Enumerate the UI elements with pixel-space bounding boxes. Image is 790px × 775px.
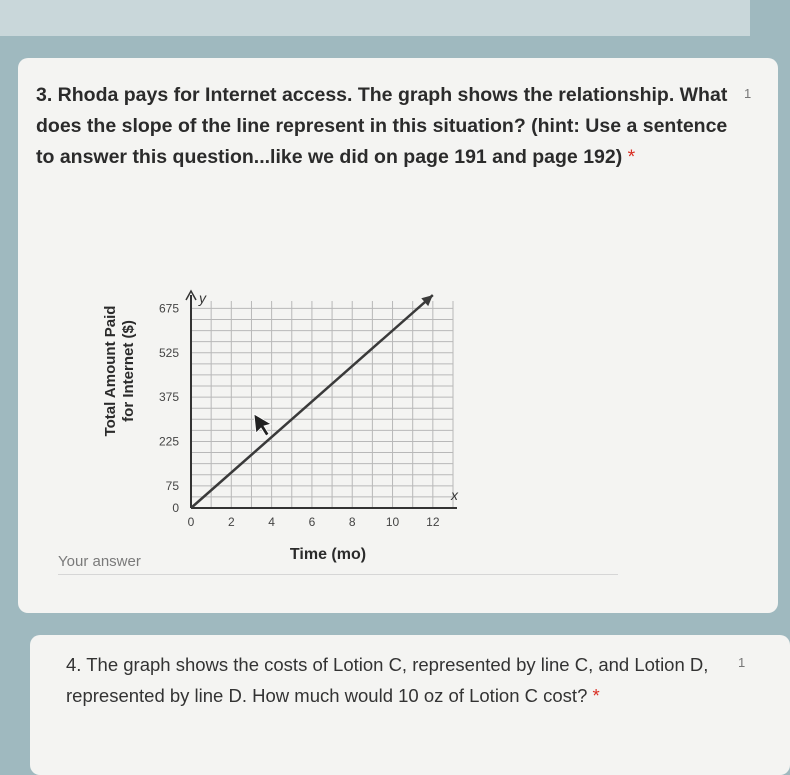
x-tick-label: 2 xyxy=(227,515,235,529)
y-tick-label: 225 xyxy=(158,434,179,449)
y-tick-label: 375 xyxy=(158,390,179,405)
x-axis-label: Time (mo) xyxy=(289,546,367,563)
answer-input[interactable] xyxy=(58,548,618,575)
question-4-prompt: 4. The graph shows the costs of Lotion C, represented by line C, and Lotion D, represented by line D. How much would 10 oz of Lotion C cost? xyxy=(66,654,709,706)
y-axis-letter: y xyxy=(199,290,206,306)
question-3-points: 1 xyxy=(744,86,752,101)
x-tick-label: 12 xyxy=(426,515,440,529)
y-axis-label-line-1: Total Amount Paid xyxy=(102,305,119,437)
x-tick-label: 6 xyxy=(308,515,316,529)
required-asterisk: * xyxy=(592,685,600,706)
question-card-4 xyxy=(30,635,790,775)
graph-tick-labels xyxy=(159,301,440,529)
y-tick-label: 675 xyxy=(158,301,179,316)
required-asterisk: * xyxy=(627,146,636,168)
question-4-points: 1 xyxy=(738,655,746,670)
x-tick-label: 10 xyxy=(385,515,400,529)
y-tick-label: 525 xyxy=(158,345,179,360)
x-tick-label: 0 xyxy=(187,515,195,529)
x-axis-letter: x xyxy=(451,487,458,503)
slope-graph xyxy=(73,243,493,573)
y-tick-label: 0 xyxy=(172,501,179,515)
x-tick-label: 8 xyxy=(348,515,356,529)
header-band xyxy=(0,0,750,36)
y-tick-label: 75 xyxy=(165,478,179,493)
mouse-cursor-icon xyxy=(254,414,271,436)
question-4-text xyxy=(66,649,766,711)
question-3-prompt: 3. Rhoda pays for Internet access. The graph shows the relationship. What does the slope of the line represent in this situation? (hint: Use a sentence to answer this question...like we did on page 191 and page 192) xyxy=(36,84,728,168)
x-tick-label: 4 xyxy=(268,515,275,529)
y-axis-label-line-2: for Internet ($) xyxy=(120,320,137,422)
question-card-3 xyxy=(18,58,778,613)
graph-grid xyxy=(191,301,453,508)
question-3-text xyxy=(36,80,736,173)
